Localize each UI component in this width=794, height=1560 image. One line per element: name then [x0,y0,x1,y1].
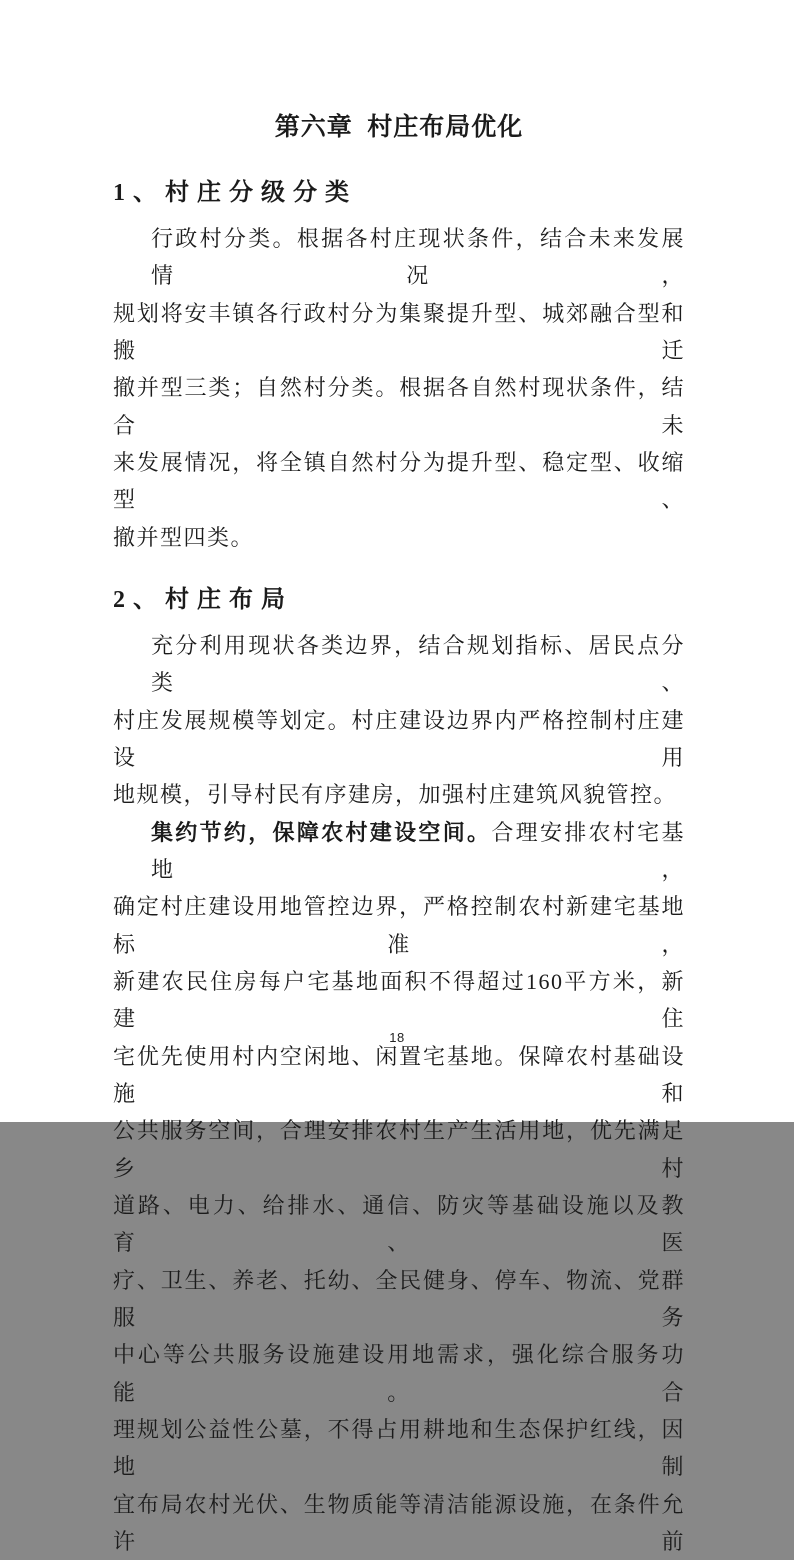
body-line [113,369,685,444]
text-segment: 中心等公共服务设施建设用地需求，强化综合服务功能。合 [113,1342,685,1404]
body-line [113,1411,685,1486]
section [113,585,685,1560]
chapter-title: 第六章 村庄布局优化 [113,110,685,146]
body-line [113,776,685,813]
text-segment: 宅优先使用村内空闲地、闲置宅基地。保障农村基础设施和 [113,1044,685,1106]
text-segment: 撤并型四类。 [113,525,254,550]
body-line [113,627,685,702]
paragraph [113,627,685,814]
section [113,178,685,556]
text-segment: 公共服务空间，合理安排农村生产生活用地，优先满足乡村 [113,1118,685,1180]
text-segment: 村庄发展规模等划定。村庄建设边界内严格控制村庄建设用 [113,708,685,770]
body-line [113,1486,685,1560]
text-segment: 新建农民住房每户宅基地面积不得超过160平方米，新建住 [113,969,685,1031]
section-heading: 1、村庄分级分类 [113,178,685,208]
body-line [113,1112,685,1187]
text-segment: 充分利用现状各类边界，结合规划指标、居民点分类、 [151,633,685,695]
body-line [113,519,685,556]
body-line [113,888,685,963]
text-segment: 合理安排农村宅基地， [151,820,685,882]
body-line [113,1187,685,1262]
text-content-area [113,0,685,1560]
body-line [113,220,685,295]
body-line [113,814,685,889]
body-line [113,702,685,777]
section-heading: 2、村庄布局 [113,585,685,615]
body-line [113,1262,685,1337]
body-line [113,444,685,519]
body-line [113,1336,685,1411]
body-line [113,963,685,1038]
text-segment: 规划将安丰镇各行政村分为集聚提升型、城郊融合型和搬迁 [113,301,685,363]
text-segment: 疗、卫生、养老、托幼、全民健身、停车、物流、党群服务 [113,1268,685,1330]
bold-text-segment: 集约节约，保障农村建设空间。 [151,820,491,845]
text-segment: 理规划公益性公墓，不得占用耕地和生态保护红线，因地制 [113,1417,685,1479]
paragraph [113,220,685,556]
text-segment: 来发展情况，将全镇自然村分为提升型、稳定型、收缩型、 [113,450,685,512]
body-line [113,295,685,370]
text-segment: 行政村分类。根据各村庄现状条件，结合未来发展情况， [151,226,685,288]
sections-container [113,178,685,1560]
text-segment: 确定村庄建设用地管控边界，严格控制农村新建宅基地标准， [113,894,685,956]
page-number: 18 [0,1030,794,1045]
text-segment: 宜布局农村光伏、生物质能等清洁能源设施，在条件允许前 [113,1492,685,1554]
text-segment: 道路、电力、给排水、通信、防灾等基础设施以及教育、医 [113,1193,685,1255]
text-segment: 撤并型三类；自然村分类。根据各自然村现状条件，结合未 [113,375,685,437]
paragraph [113,814,685,1560]
text-segment: 地规模，引导村民有序建房，加强村庄建筑风貌管控。 [113,782,677,807]
body-line [113,1038,685,1113]
